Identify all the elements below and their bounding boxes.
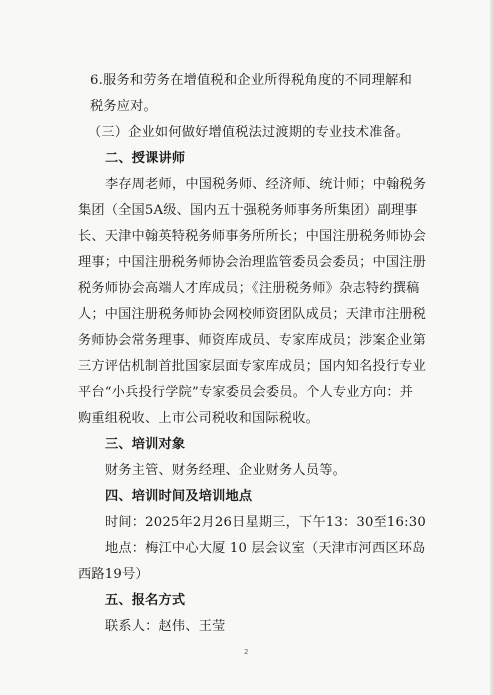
training-time-text: 时间：2025年2月26日星期三，下午13：30至16:30 <box>105 515 426 530</box>
lecturer-bio-line-3: 长、天津中翰英特税务师事务所所长；中国注册税务师协会 <box>78 229 427 244</box>
section-2-heading: 二、授课讲师 <box>105 151 186 166</box>
page-number: 2 <box>244 648 249 656</box>
lecturer-bio-line-1: 李存周老师，中国税务师、经济师、统计师；中翰税务 <box>105 177 427 192</box>
paragraph-item-3: （三）企业如何做好增值税法过渡期的专业技术准备。 <box>88 125 410 140</box>
section-4-heading: 四、培训时间及培训地点 <box>105 489 253 504</box>
lecturer-bio-line-5: 税务师协会高端人才库成员；《注册税务师》杂志特约撰稿 <box>78 281 420 296</box>
contact-persons-text: 联系人：赵伟、王莹 <box>105 619 226 634</box>
lecturer-bio-line-2: 集团（全国5A级、国内五十强税务师事务所集团）副理事 <box>78 203 418 218</box>
section-5-heading: 五、报名方式 <box>105 593 186 608</box>
training-audience-text: 财务主管、财务经理、企业财务人员等。 <box>105 463 346 478</box>
lecturer-bio-line-9: 平台“小兵投行学院”专家委员会委员。个人专业方向：并 <box>78 385 414 400</box>
lecturer-bio-line-4: 理事；中国注册税务师协会治理监管委员会委员；中国注册 <box>78 255 427 270</box>
training-place-line-2: 西路19号） <box>78 567 149 582</box>
section-3-heading: 三、培训对象 <box>105 437 186 452</box>
paragraph-item-6-line-2: 税务应对。 <box>90 99 157 114</box>
lecturer-bio-line-10: 购重组税收、上市公司税收和国际税收。 <box>78 411 319 426</box>
lecturer-bio-line-6: 人；中国注册税务师协会网校师资团队成员；天津市注册税 <box>78 307 427 322</box>
page-edge-shadow <box>490 0 494 695</box>
paragraph-item-6-line-1: 6.服务和劳务在增值税和企业所得税角度的不同理解和 <box>90 73 412 88</box>
lecturer-bio-line-8: 三方评估机制首批国家层面专家库成员；国内知名投行专业 <box>78 359 427 374</box>
lecturer-bio-line-7: 务师协会常务理事、师资库成员、专家库成员；涉案企业第 <box>78 333 427 348</box>
training-place-line-1: 地点：梅江中心大厦 10 层会议室（天津市河西区环岛 <box>105 541 426 556</box>
